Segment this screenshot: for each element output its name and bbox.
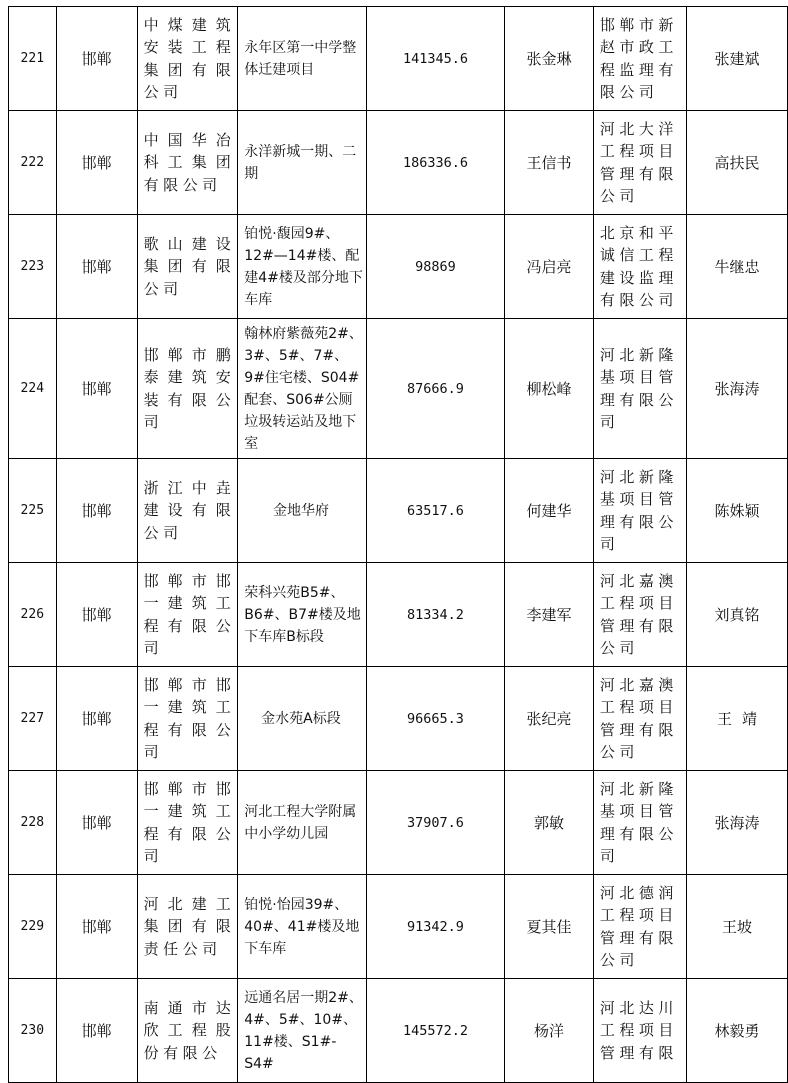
table-row — [9, 319, 788, 459]
supervision-unit-cell: 河北嘉澳工程项目管理有限公司 — [593, 563, 686, 667]
supervision-unit-cell: 北京和平诚信工程建设监理有限公司 — [593, 215, 686, 319]
construction-unit-cell: 中国华冶科工集团有限公司 — [137, 111, 238, 215]
project-name-cell: 永年区第一中学整体迁建项目 — [238, 7, 366, 111]
table-row — [9, 7, 788, 111]
project-manager-cell: 郭敏 — [505, 771, 594, 875]
project-name-cell: 远通名居一期2#、4#、5#、10#、11#楼、S1#-S4# — [238, 979, 366, 1083]
chief-engineer-cell: 张建斌 — [686, 7, 787, 111]
supervision-unit-cell: 河北达川工程项目管理有限 — [593, 979, 686, 1083]
chief-engineer-cell: 刘真铭 — [686, 563, 787, 667]
table-row — [9, 111, 788, 215]
row-number: 228 — [9, 771, 57, 875]
project-name-cell: 河北工程大学附属中小学幼儿园 — [238, 771, 366, 875]
project-manager-cell: 王信书 — [505, 111, 594, 215]
project-manager-cell: 杨洋 — [505, 979, 594, 1083]
area-cell: 98869 — [366, 215, 505, 319]
construction-unit-cell: 河北建工集团有限责任公司 — [137, 875, 238, 979]
area-cell: 145572.2 — [366, 979, 505, 1083]
table-row — [9, 875, 788, 979]
project-name-cell: 永洋新城一期、二期 — [238, 111, 366, 215]
area-cell: 87666.9 — [366, 319, 505, 459]
area-cell: 186336.6 — [366, 111, 505, 215]
project-manager-cell: 冯启亮 — [505, 215, 594, 319]
city-cell: 邯郸 — [56, 319, 137, 459]
row-number: 224 — [9, 319, 57, 459]
table-row — [9, 459, 788, 563]
project-name-cell: 铂悦·怡园39#、40#、41#楼及地下车库 — [238, 875, 366, 979]
area-cell: 91342.9 — [366, 875, 505, 979]
project-table — [8, 6, 788, 1083]
project-name-cell: 铂悦·馥园9#、12#—14#楼、配建4#楼及部分地下车库 — [238, 215, 366, 319]
city-cell: 邯郸 — [56, 875, 137, 979]
construction-unit-cell: 歌山建设集团有限公司 — [137, 215, 238, 319]
project-name-cell: 翰林府紫薇苑2#、3#、5#、7#、9#住宅楼、S04#配套、S06#公厕垃圾转运站及地下室 — [238, 319, 366, 459]
table-row — [9, 215, 788, 319]
area-cell: 63517.6 — [366, 459, 505, 563]
supervision-unit-cell: 河北新隆基项目管理有限公司 — [593, 319, 686, 459]
row-number: 225 — [9, 459, 57, 563]
supervision-unit-cell: 邯郸市新赵市政工程监理有限公司 — [593, 7, 686, 111]
supervision-unit-cell: 河北德润工程项目管理有限公司 — [593, 875, 686, 979]
project-name-cell: 荣科兴苑B5#、B6#、B7#楼及地下车库B标段 — [238, 563, 366, 667]
city-cell: 邯郸 — [56, 771, 137, 875]
chief-engineer-cell: 林毅勇 — [686, 979, 787, 1083]
project-manager-cell: 李建军 — [505, 563, 594, 667]
chief-engineer-cell: 高扶民 — [686, 111, 787, 215]
table-row — [9, 667, 788, 771]
table-row — [9, 771, 788, 875]
row-number: 222 — [9, 111, 57, 215]
project-manager-cell: 柳松峰 — [505, 319, 594, 459]
area-cell: 81334.2 — [366, 563, 505, 667]
chief-engineer-cell: 张海涛 — [686, 319, 787, 459]
supervision-unit-cell: 河北嘉澳工程项目管理有限公司 — [593, 667, 686, 771]
chief-engineer-cell: 张海涛 — [686, 771, 787, 875]
city-cell: 邯郸 — [56, 111, 137, 215]
project-manager-cell: 何建华 — [505, 459, 594, 563]
project-name-cell: 金水苑A标段 — [238, 667, 366, 771]
chief-engineer-cell: 王坡 — [686, 875, 787, 979]
project-name-cell: 金地华府 — [238, 459, 366, 563]
city-cell: 邯郸 — [56, 667, 137, 771]
row-number: 221 — [9, 7, 57, 111]
chief-engineer-cell: 牛继忠 — [686, 215, 787, 319]
row-number: 226 — [9, 563, 57, 667]
construction-unit-cell: 邯郸市邯一建筑工程有限公司 — [137, 563, 238, 667]
construction-unit-cell: 中煤建筑安装工程集团有限公司 — [137, 7, 238, 111]
city-cell: 邯郸 — [56, 215, 137, 319]
city-cell: 邯郸 — [56, 563, 137, 667]
supervision-unit-cell: 河北新隆基项目管理有限公司 — [593, 771, 686, 875]
area-cell: 37907.6 — [366, 771, 505, 875]
construction-unit-cell: 邯郸市鹏泰建筑安装有限公司 — [137, 319, 238, 459]
area-cell: 141345.6 — [366, 7, 505, 111]
project-manager-cell: 张金琳 — [505, 7, 594, 111]
city-cell: 邯郸 — [56, 979, 137, 1083]
construction-unit-cell: 邯郸市邯一建筑工程有限公司 — [137, 667, 238, 771]
supervision-unit-cell: 河北大洋工程项目管理有限公司 — [593, 111, 686, 215]
row-number: 230 — [9, 979, 57, 1083]
table-row — [9, 979, 788, 1083]
city-cell: 邯郸 — [56, 7, 137, 111]
row-number: 223 — [9, 215, 57, 319]
project-manager-cell: 张纪亮 — [505, 667, 594, 771]
construction-unit-cell: 邯郸市邯一建筑工程有限公司 — [137, 771, 238, 875]
chief-engineer-cell: 陈姝颖 — [686, 459, 787, 563]
area-cell: 96665.3 — [366, 667, 505, 771]
city-cell: 邯郸 — [56, 459, 137, 563]
construction-unit-cell: 南通市达欣工程股份有限公 — [137, 979, 238, 1083]
row-number: 227 — [9, 667, 57, 771]
row-number: 229 — [9, 875, 57, 979]
chief-engineer-cell: 王靖 — [686, 667, 787, 771]
table-row — [9, 563, 788, 667]
construction-unit-cell: 浙江中垚建设有限公司 — [137, 459, 238, 563]
project-manager-cell: 夏其佳 — [505, 875, 594, 979]
supervision-unit-cell: 河北新隆基项目管理有限公司 — [593, 459, 686, 563]
